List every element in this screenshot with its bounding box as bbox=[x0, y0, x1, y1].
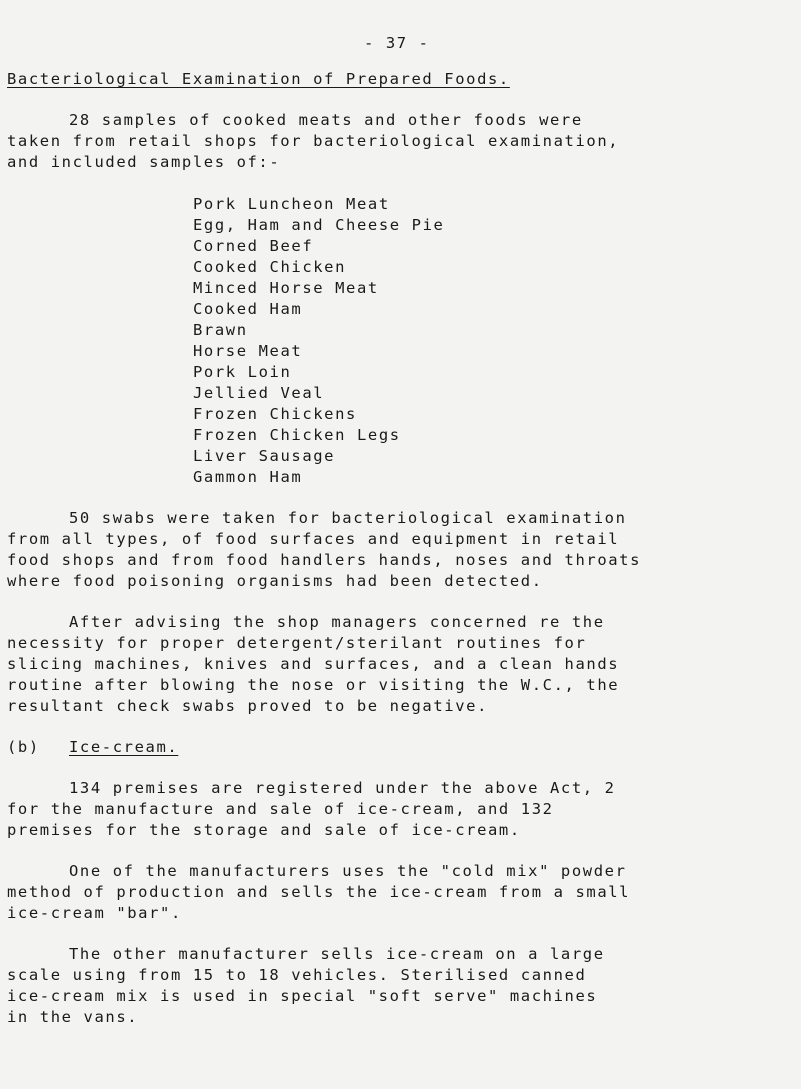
page-number: - 37 - bbox=[364, 34, 430, 52]
advice-line: routine after blowing the nose or visiting the W.C., the bbox=[7, 676, 620, 694]
intro-line: and included samples of:- bbox=[7, 153, 281, 171]
advice-line: necessity for proper detergent/sterilant routines for bbox=[7, 634, 587, 652]
subheading: Ice-cream. bbox=[69, 738, 179, 756]
advice-line: slicing machines, knives and surfaces, and a clean hands bbox=[7, 655, 620, 673]
sample-item: Horse Meat bbox=[193, 342, 303, 360]
premises-line: 134 premises are registered under the above Act, 2 bbox=[69, 779, 616, 797]
advice-line: resultant check swabs proved to be negative. bbox=[7, 697, 488, 715]
swabs-line: where food poisoning organisms had been detected. bbox=[7, 572, 543, 590]
sample-item: Jellied Veal bbox=[193, 384, 325, 402]
swabs-line: food shops and from food handlers hands, noses and throats bbox=[7, 551, 642, 569]
swabs-line: 50 swabs were taken for bacteriological examination bbox=[69, 509, 627, 527]
sample-item: Corned Beef bbox=[193, 237, 314, 255]
manufacturer-one-line: method of production and sells the ice-cream from a small bbox=[7, 883, 631, 901]
sample-item: Pork Loin bbox=[193, 363, 292, 381]
sample-item: Liver Sausage bbox=[193, 447, 336, 465]
sample-item: Brawn bbox=[193, 321, 248, 339]
premises-line: premises for the storage and sale of ice-cream. bbox=[7, 821, 521, 839]
sample-item: Cooked Ham bbox=[193, 300, 303, 318]
advice-line: After advising the shop managers concerned re the bbox=[69, 613, 605, 631]
manufacturer-two-line: The other manufacturer sells ice-cream on a large bbox=[69, 945, 605, 963]
intro-line: taken from retail shops for bacteriological examination, bbox=[7, 132, 620, 150]
intro-line: 28 samples of cooked meats and other foods were bbox=[69, 111, 583, 129]
manufacturer-two-line: ice-cream mix is used in special "soft serve" machines bbox=[7, 987, 598, 1005]
premises-line: for the manufacture and sale of ice-cream, and 132 bbox=[7, 800, 554, 818]
sample-item: Frozen Chickens bbox=[193, 405, 357, 423]
manufacturer-one-line: One of the manufacturers uses the "cold mix" powder bbox=[69, 862, 627, 880]
manufacturer-one-line: ice-cream "bar". bbox=[7, 904, 182, 922]
sample-item: Minced Horse Meat bbox=[193, 279, 379, 297]
manufacturer-two-line: scale using from 15 to 18 vehicles. Sterilised canned bbox=[7, 966, 587, 984]
swabs-line: from all types, of food surfaces and equipment in retail bbox=[7, 530, 620, 548]
sample-item: Frozen Chicken Legs bbox=[193, 426, 401, 444]
sample-item: Cooked Chicken bbox=[193, 258, 347, 276]
subheading-label: (b) bbox=[7, 738, 40, 756]
section-heading: Bacteriological Examination of Prepared Foods. bbox=[7, 70, 510, 88]
sample-item: Egg, Ham and Cheese Pie bbox=[193, 216, 445, 234]
sample-item: Gammon Ham bbox=[193, 468, 303, 486]
manufacturer-two-line: in the vans. bbox=[7, 1008, 139, 1026]
sample-item: Pork Luncheon Meat bbox=[193, 195, 390, 213]
